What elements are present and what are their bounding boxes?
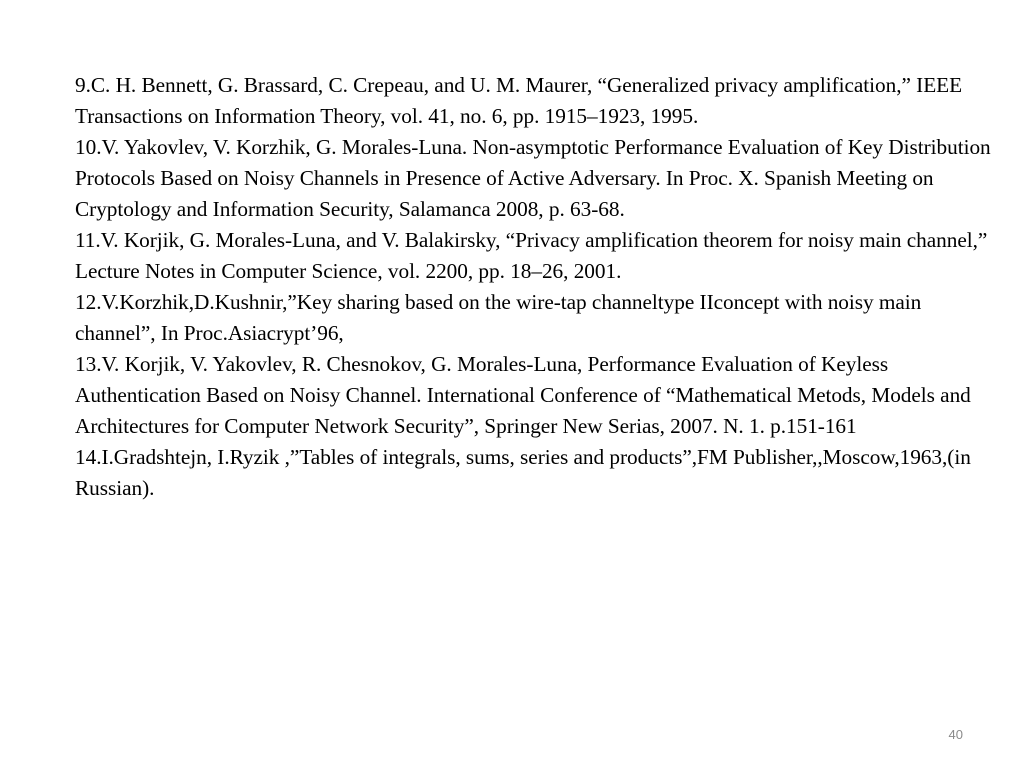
reference-item-12: 12.V.Korzhik,D.Kushnir,”Key sharing based on the wire-tap channeltype IIconcept with noisy main channel”, In Proc.Asiacrypt’96, bbox=[75, 290, 922, 345]
reference-item-13: 13.V. Korjik, V. Yakovlev, R. Chesnokov, G. Morales-Luna, Performance Evaluation of Keyless Authentication Based on Noisy Channel. International Conference of “Mathematical Metods, Models and Architectures for Computer Network Security”, Springer New Serias, 2007. N. 1. p.151-161 bbox=[75, 352, 971, 438]
reference-item-9: 9.C. H. Bennett, G. Brassard, C. Crepeau, and U. M. Maurer, “Generalized privacy amplification,” IEEE Transactions on Information Theory, vol. 41, no. 6, pp. 1915–1923, 1995. bbox=[75, 73, 963, 128]
page-number: 40 bbox=[948, 727, 963, 742]
reference-item-11: 11.V. Korjik, G. Morales-Luna, and V. Balakirsky, “Privacy amplification theorem for noisy main channel,” Lecture Notes in Computer Science, vol. 2200, pp. 18–26, 2001. bbox=[75, 228, 988, 283]
reference-item-10: 10.V. Yakovlev, V. Korzhik, G. Morales-Luna. Non-asymptotic Performance Evaluation of Key Distribution Protocols Based on Noisy Channels in Presence of Active Adversary. In Proc. X. Spanish Meeting on Cryptology and Information Security, Salamanca 2008, p. 63-68. bbox=[75, 135, 991, 221]
reference-list bbox=[75, 70, 1005, 504]
reference-item-14: 14.I.Gradshtejn, I.Ryzik ,”Tables of integrals, sums, series and products”,FM Publisher,,Moscow,1963,(in Russian). bbox=[75, 445, 971, 500]
